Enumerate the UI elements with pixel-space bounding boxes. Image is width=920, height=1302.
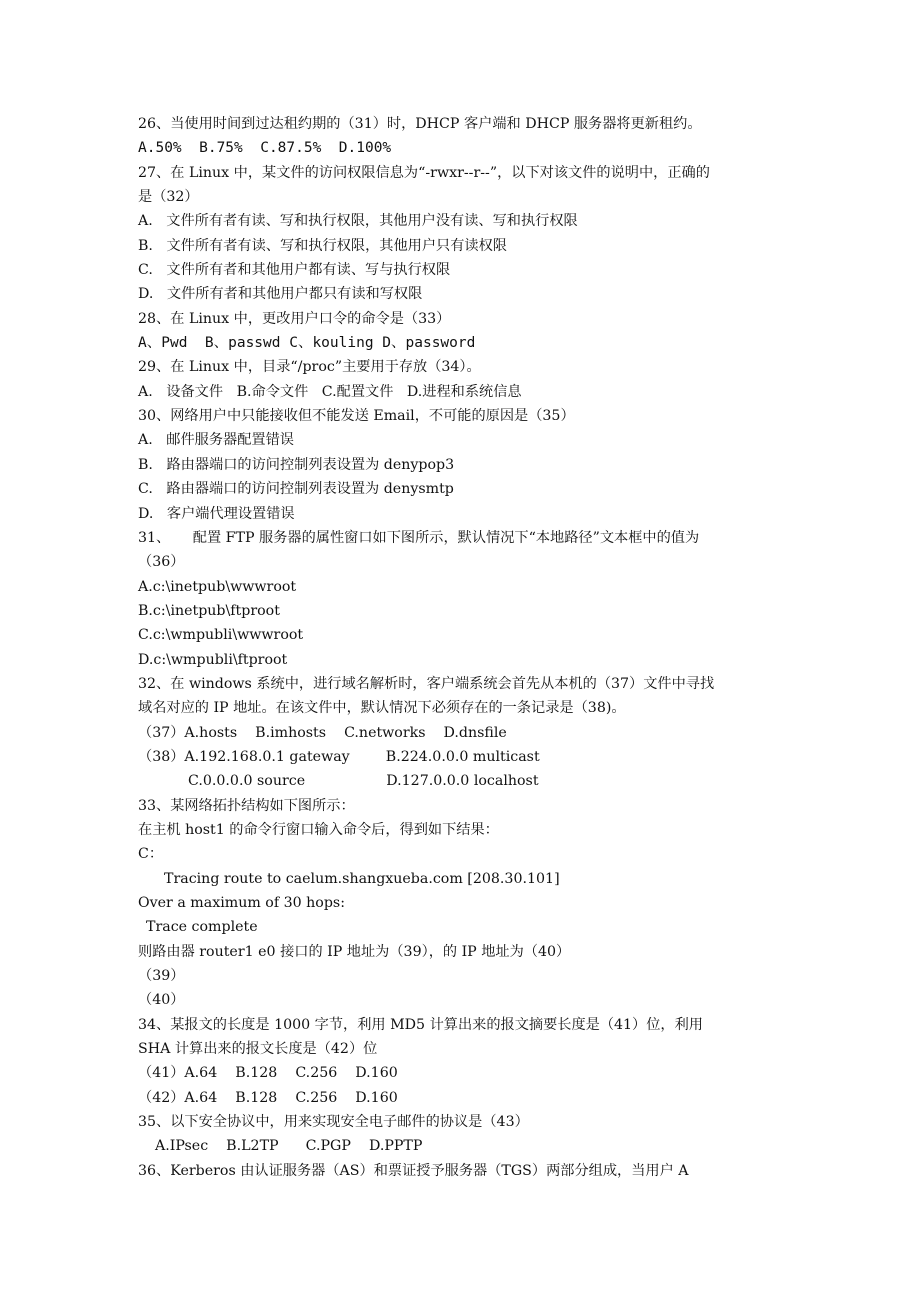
tracert-line: Tracing route to caelum.shangxueba.com [208.30.101] xyxy=(164,870,560,887)
q38-options-row1: （38）A.192.168.0.1 gateway B.224.0.0.0 multicast xyxy=(138,748,540,765)
q29-options: A. 设备文件 B.命令文件 C.配置文件 D.进程和系统信息 xyxy=(138,383,522,400)
q31-option-d: D.c:\wmpubli\ftproot xyxy=(138,651,288,668)
q39-40-text: 则路由器 router1 e0 接口的 IP 地址为（39），的 IP 地址为（40） xyxy=(138,943,571,960)
q36-text: 36、Kerberos 由认证服务器（AS）和票证授予服务器（TGS）两部分组成，当用户 A xyxy=(138,1162,689,1179)
document-body xyxy=(138,112,798,1183)
q35-text: 35、以下安全协议中，用来实现安全电子邮件的协议是（43） xyxy=(138,1114,529,1131)
q26-text: 26、当使用时间到过达租约期的（31）时，DHCP 客户端和 DHCP 服务器将更新租约。 xyxy=(138,116,702,132)
q27-option-a: A. 文件所有者有读、写和执行权限，其他用户没有读、写和执行权限 xyxy=(138,213,578,230)
q33-text: 33、某网络拓扑结构如下图所示： xyxy=(138,797,355,814)
q27-text-cont: 是（32） xyxy=(138,189,199,206)
q27-option-b: B. 文件所有者有读、写和执行权限，其他用户只有读权限 xyxy=(138,237,507,254)
q30-option-a: A. 邮件服务器配置错误 xyxy=(138,432,294,449)
q31-option-a: A.c:\inetpub\wwwroot xyxy=(138,578,297,595)
q28-options: A、Pwd B、passwd C、kouling D、password xyxy=(138,335,476,352)
q26-options: A.50% B.75% C.87.5% D.100% xyxy=(138,140,392,157)
q27-text: 27、在 Linux 中，某文件的访问权限信息为“-rwxr--r--”，以下对该文件的说明中，正确的 xyxy=(138,164,710,181)
q30-option-c: C. 路由器端口的访问控制列表设置为 denysmtp xyxy=(138,481,454,498)
q34-text: 34、某报文的长度是 1000 字节，利用 MD5 计算出来的报文摘要长度是（41）位，利用 xyxy=(138,1016,703,1033)
q30-option-d: D. 客户端代理设置错误 xyxy=(138,505,295,522)
q27-option-d: D. 文件所有者和其他用户都只有读和写权限 xyxy=(138,286,423,303)
q31-option-b: B.c:\inetpub\ftproot xyxy=(138,602,280,619)
q42-options: （42）A.64 B.128 C.256 D.160 xyxy=(138,1089,398,1106)
q34-text-cont: SHA 计算出来的报文长度是（42）位 xyxy=(138,1041,378,1058)
tracert-complete: Trace complete xyxy=(146,919,258,936)
q32-text: 32、在 windows 系统中，进行域名解析时，客户端系统会首先从本机的（37）文件中寻找 xyxy=(138,675,715,692)
q29-text: 29、在 Linux 中，目录“/proc”主要用于存放（34）。 xyxy=(138,359,481,376)
q27-option-c: C. 文件所有者和其他用户都有读、写与执行权限 xyxy=(138,262,451,279)
q31-text: 31、 配置 FTP 服务器的属性窗口如下图所示，默认情况下“本地路径”文本框中的值为 xyxy=(138,529,700,546)
q31-text-cont: （36） xyxy=(138,554,185,571)
cmd-prompt: C： xyxy=(138,846,164,863)
q37-options: （37）A.hosts B.imhosts C.networks D.dnsfile xyxy=(138,724,507,741)
q39-label: （39） xyxy=(138,968,185,985)
q43-options: A.IPsec B.L2TP C.PGP D.PPTP xyxy=(155,1138,423,1155)
q32-text-cont: 域名对应的 IP 地址。在该文件中，默认情况下必须存在的一条记录是（38)。 xyxy=(138,700,626,717)
tracert-hops: Over a maximum of 30 hops: xyxy=(138,895,345,911)
q31-option-c: C.c:\wmpubli\wwwroot xyxy=(138,627,304,644)
q30-option-b: B. 路由器端口的访问控制列表设置为 denypop3 xyxy=(138,456,455,473)
q28-text: 28、在 Linux 中，更改用户口令的命令是（33） xyxy=(138,310,451,327)
q40-label: （40） xyxy=(138,992,185,1009)
q30-text: 30、网络用户中只能接收但不能发送 Email，不可能的原因是（35） xyxy=(138,408,575,425)
q33-text-cont: 在主机 host1 的命令行窗口输入命令后，得到如下结果： xyxy=(138,821,499,838)
q41-options: （41）A.64 B.128 C.256 D.160 xyxy=(138,1065,398,1082)
q38-options-row2: C.0.0.0.0 source D.127.0.0.0 localhost xyxy=(188,773,539,790)
